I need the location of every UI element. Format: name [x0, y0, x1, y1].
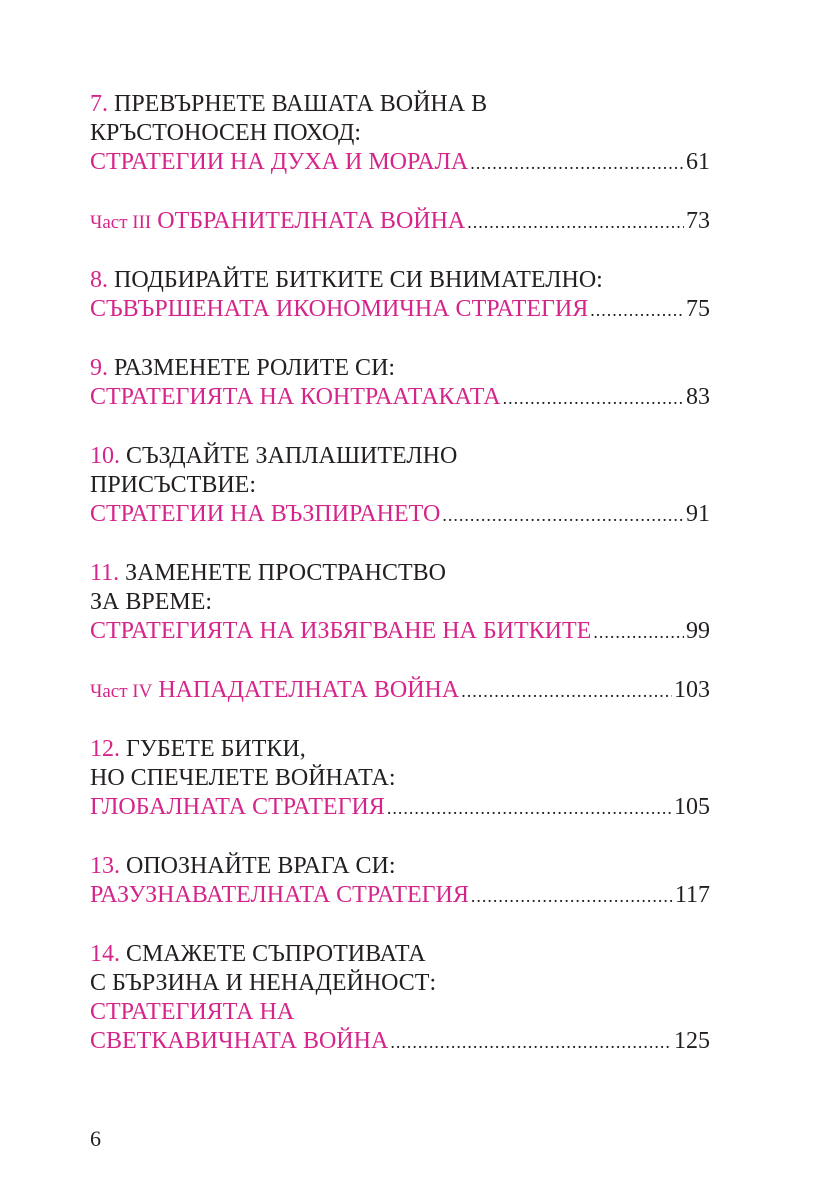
dot-leader — [593, 618, 684, 647]
toc-chapter-entry[interactable] — [90, 354, 710, 413]
subtitle-text — [90, 793, 385, 822]
chapter-title-text: СМАЖЕТЕ СЪПРОТИВАТА — [126, 941, 426, 967]
subtitle-text — [90, 1027, 388, 1056]
page-number: 6 — [90, 1126, 101, 1151]
subtitle-text — [90, 383, 501, 412]
subtitle-text — [90, 148, 468, 177]
chapter-title-line — [90, 852, 710, 881]
chapter-title-line — [90, 442, 710, 471]
chapter-number: 13. — [90, 853, 120, 879]
subtitle-text-value: СТРАТЕГИЯТА НА — [90, 999, 295, 1025]
toc-chapter-entry[interactable] — [90, 442, 710, 530]
chapter-subtitle-line — [90, 295, 710, 325]
dot-leader — [471, 882, 673, 911]
page-ref: 125 — [674, 1028, 710, 1054]
chapter-title-text: КРЪСТОНОСЕН ПОХОД: — [90, 120, 362, 146]
subtitle-text-value: НАПАДАТЕЛНАТА ВОЙНА — [158, 677, 460, 703]
dot-leader — [461, 677, 672, 706]
part-label: Част IV — [90, 681, 153, 702]
part-label: Част III — [90, 212, 152, 233]
chapter-title-line — [90, 90, 710, 119]
page-ref: 61 — [686, 149, 710, 175]
chapter-title-text: ГУБЕТЕ БИТКИ, — [126, 736, 306, 762]
chapter-subtitle-line — [90, 998, 710, 1027]
chapter-title-text: ЗА ВРЕМЕ: — [90, 589, 213, 615]
toc-chapter-entry[interactable] — [90, 735, 710, 823]
chapter-number: 11. — [90, 560, 120, 586]
subtitle-text-value: СТРАТЕГИИ НА ДУХА И МОРАЛА — [90, 149, 469, 175]
chapter-title-line — [90, 940, 710, 969]
chapter-subtitle-line — [90, 148, 710, 178]
chapter-title-text: ОПОЗНАЙТЕ ВРАГА СИ: — [126, 853, 396, 879]
dot-leader — [390, 1028, 672, 1057]
page-ref: 75 — [686, 296, 710, 322]
toc-part-entry[interactable] — [90, 676, 710, 706]
chapter-title-line — [90, 735, 710, 764]
chapter-number: 9. — [90, 355, 108, 381]
page-ref: 73 — [686, 208, 710, 234]
chapter-subtitle-line — [90, 207, 710, 237]
chapter-subtitle-line — [90, 881, 710, 911]
subtitle-text-value: СВЕТКАВИЧНАТА ВОЙНА — [90, 1028, 389, 1054]
dot-leader — [503, 384, 684, 413]
page-ref: 117 — [674, 882, 710, 908]
chapter-title-line — [90, 354, 710, 383]
subtitle-text-value: ОТБРАНИТЕЛНАТА ВОЙНА — [157, 208, 466, 234]
chapter-title-text: ПОДБИРАЙТЕ БИТКИТЕ СИ ВНИМАТЕЛНО: — [114, 267, 603, 293]
subtitle-text — [90, 881, 469, 910]
chapter-title-line — [90, 588, 710, 617]
subtitle-text — [90, 676, 459, 706]
subtitle-text — [90, 617, 591, 646]
page-ref: 91 — [686, 501, 710, 527]
subtitle-text-value: СТРАТЕГИЯТА НА КОНТРААТАКАТА — [90, 384, 501, 410]
chapter-title-text: РАЗМЕНЕТЕ РОЛИТЕ СИ: — [114, 355, 396, 381]
subtitle-text-value: СЪВЪРШЕНАТА ИКОНОМИЧНА СТРАТЕГИЯ — [90, 296, 589, 322]
chapter-subtitle-line — [90, 383, 710, 413]
page-ref: 83 — [686, 384, 710, 410]
subtitle-text-value: СТРАТЕГИЯТА НА ИЗБЯГВАНЕ НА БИТКИТЕ — [90, 618, 592, 644]
chapter-title-line — [90, 119, 710, 148]
chapter-title-text: ПРИСЪСТВИЕ: — [90, 472, 256, 498]
chapter-title-line — [90, 471, 710, 500]
chapter-title-line — [90, 764, 710, 793]
dot-leader — [387, 794, 672, 823]
toc-chapter-entry[interactable] — [90, 852, 710, 911]
subtitle-text-value: СТРАТЕГИИ НА ВЪЗПИРАНЕТО — [90, 501, 441, 527]
subtitle-text — [90, 207, 465, 237]
chapter-number: 14. — [90, 941, 120, 967]
toc-chapter-entry[interactable] — [90, 90, 710, 178]
toc-chapter-entry[interactable] — [90, 940, 710, 1057]
dot-leader — [470, 149, 684, 178]
chapter-subtitle-line — [90, 617, 710, 647]
chapter-number: 8. — [90, 267, 108, 293]
subtitle-text-value: ГЛОБАЛНАТА СТРАТЕГИЯ — [90, 794, 385, 820]
chapter-subtitle-line — [90, 500, 710, 530]
chapter-title-line — [90, 559, 710, 588]
chapter-subtitle-line — [90, 1027, 710, 1057]
chapter-title-line — [90, 969, 710, 998]
toc-part-entry[interactable] — [90, 207, 710, 237]
dot-leader — [442, 501, 684, 530]
chapter-number: 12. — [90, 736, 120, 762]
chapter-subtitle-line — [90, 793, 710, 823]
chapter-number: 10. — [90, 443, 120, 469]
chapter-subtitle-line — [90, 676, 710, 706]
page-ref: 103 — [674, 677, 710, 703]
toc-chapter-entry[interactable] — [90, 266, 710, 325]
subtitle-text — [90, 295, 588, 324]
page-ref: 99 — [686, 618, 710, 644]
chapter-title-line — [90, 266, 710, 295]
chapter-title-text: СЪЗДАЙТЕ ЗАПЛАШИТЕЛНО — [126, 443, 458, 469]
page-ref: 105 — [674, 794, 710, 820]
table-of-contents — [90, 90, 710, 1086]
chapter-title-text: ЗАМЕНЕТЕ ПРОСТРАНСТВО — [125, 560, 446, 586]
dot-leader — [467, 208, 684, 237]
dot-leader — [590, 296, 684, 325]
chapter-title-text: НО СПЕЧЕЛЕТЕ ВОЙНАТА: — [90, 765, 396, 791]
chapter-number: 7. — [90, 91, 108, 117]
subtitle-text — [90, 500, 440, 529]
chapter-title-text: С БЪРЗИНА И НЕНАДЕЙНОСТ: — [90, 970, 437, 996]
subtitle-text-value: РАЗУЗНАВАТЕЛНАТА СТРАТЕГИЯ — [90, 882, 469, 908]
toc-chapter-entry[interactable] — [90, 559, 710, 647]
chapter-title-text: ПРЕВЪРНЕТЕ ВАШАТА ВОЙНА В — [114, 91, 488, 117]
